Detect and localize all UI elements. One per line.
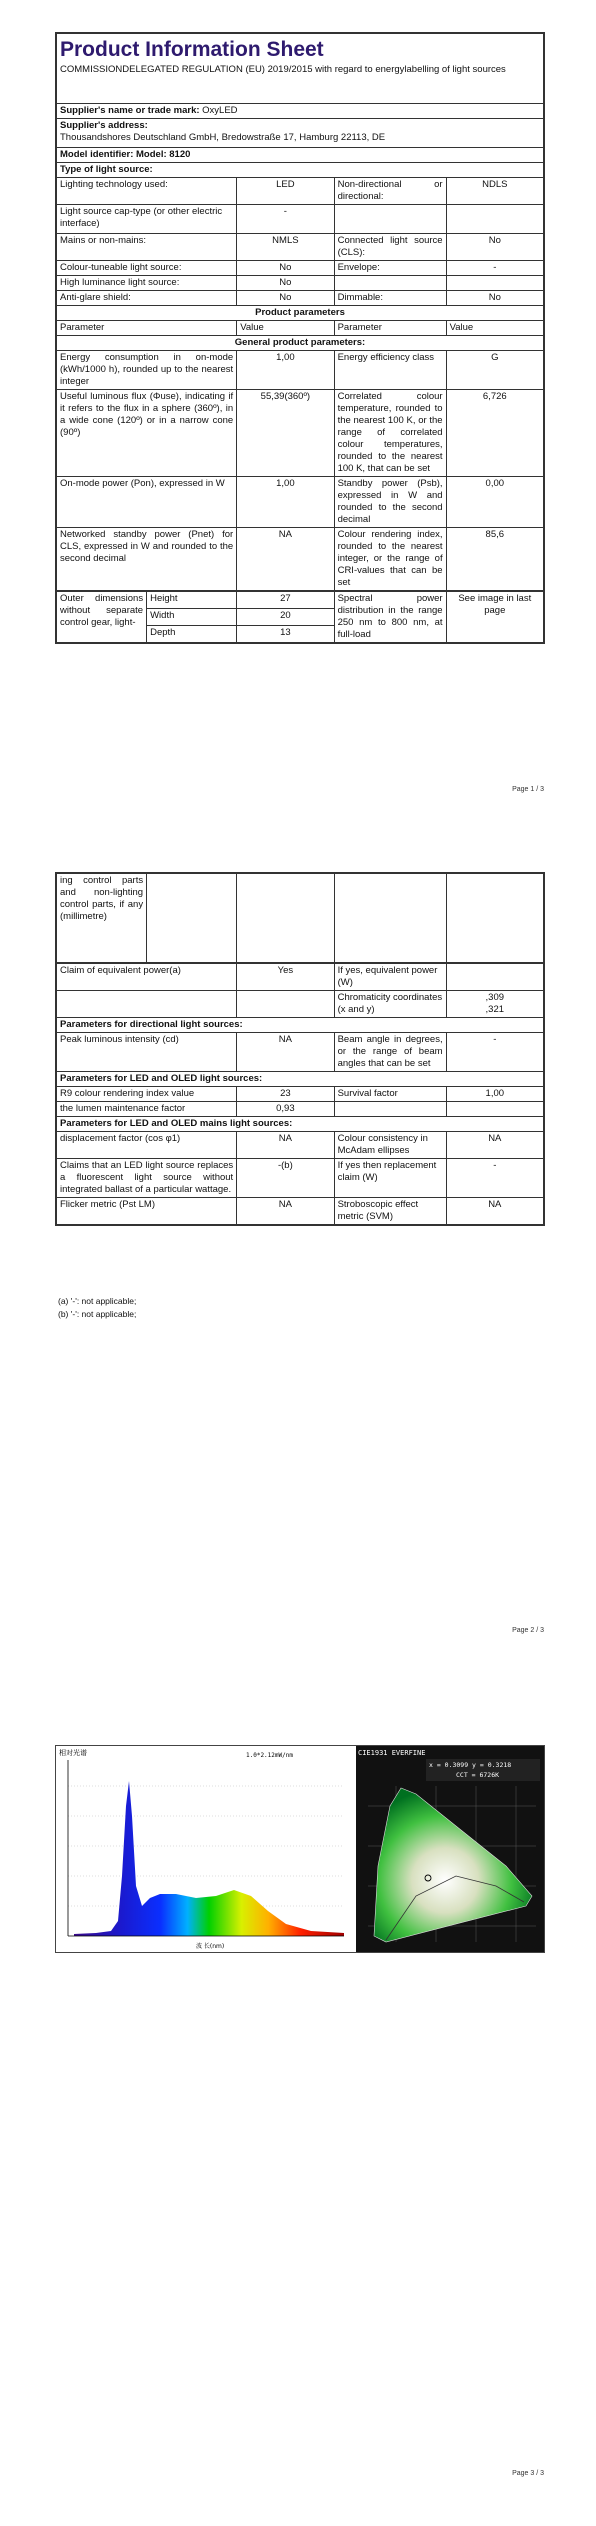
param-row: Useful luminous flux (Φuse), indicating if it refers to the flux in a sphere (360º), in a wide cone (120º) or in a narrow cone (90º) 55,39(360º) Correlated colour temperature, rounded to the nearest 100 K, or the range of correlated colour temperatures, rounded to the nearest 100 K, that can be set 6,726 [57, 390, 544, 477]
param-row: Flicker metric (Pst LM) NA Stroboscopic effect metric (SVM) NA [57, 1198, 544, 1225]
param-row: Chromaticity coordinates (x and y) ,309 ,321 [57, 991, 544, 1018]
param-row: Energy consumption in on-mode (kWh/1000 h), rounded up to the nearest integer 1,00 Energy efficiency class G [57, 351, 544, 390]
dims-continued-row [57, 874, 544, 963]
spectrum-left-note: 1.0*2.12mW/nm [246, 1752, 293, 1759]
model-value: Model: 8120 [136, 149, 191, 160]
footnote-a: (a) '-': not applicable; [58, 1296, 137, 1306]
page-title: Product Information Sheet [60, 38, 324, 61]
footnote-b: (b) '-': not applicable; [58, 1309, 137, 1319]
type-row: Mains or non-mains: NMLS Connected light source (CLS): No [57, 234, 544, 261]
regulation-text: COMMISSIONDELEGATED REGULATION (EU) 2019/2015 with regard to energylabelling of light sources [60, 64, 506, 75]
param-row: displacement factor (cos φ1) NA Colour consistency in McAdam ellipses NA [57, 1132, 544, 1159]
type-row: Lighting technology used: LED Non-directional or directional: NDLS [57, 178, 544, 205]
param-row: On-mode power (Pon), expressed in W 1,00 Standby power (Psb), expressed in W and rounded to the second decimal 0,00 [57, 477, 544, 528]
cie-title: CIE1931 EVERFINE [358, 1749, 426, 1757]
dims-label-p1: Outer dimensions without separate control gear, light- [57, 592, 147, 643]
spectrum-left-title: 相对光谱 [59, 1749, 87, 1757]
supplier-value: OxyLED [202, 105, 238, 116]
param-row: Peak luminous intensity (cd) NA Beam angle in degrees, or the range of beam angles that can be set - [57, 1033, 544, 1072]
param-row: R9 colour rendering index value 23 Survival factor 1,00 [57, 1087, 544, 1102]
mains-heading: Parameters for LED and OLED mains light sources: [57, 1117, 544, 1132]
supplier-label: Supplier's name or trade mark: [60, 105, 200, 116]
column-headers: Parameter Value Parameter Value [57, 321, 544, 336]
model-label: Model identifier: [60, 149, 134, 160]
product-parameters-heading: Product parameters [57, 306, 544, 321]
info-sheet-p1 [55, 32, 545, 644]
type-row: Light source cap-type (or other electric interface) - [57, 205, 544, 234]
dims-row: Depth 13 [57, 626, 544, 643]
type-row: Anti-glare shield: No Dimmable: No [57, 291, 544, 306]
cie-cct: CCT = 6726K [456, 1771, 500, 1779]
type-row: High luminance light source: No [57, 276, 544, 291]
page-number: Page 3 / 3 [512, 2470, 544, 2477]
param-row: Claim of equivalent power(a) Yes If yes, equivalent power (W) [57, 964, 544, 991]
dims-row: Width 20 [57, 609, 544, 626]
param-row: the lumen maintenance factor 0,93 [57, 1102, 544, 1117]
led-heading: Parameters for LED and OLED light sources: [57, 1072, 544, 1087]
spectrum-svg [56, 1746, 544, 1952]
equiv-power-claim: Claim of equivalent power(a) [57, 964, 237, 991]
dims-label-p2: ing control parts and non-lighting control parts, if any (millimetre) [57, 874, 147, 963]
type-row: Colour-tuneable light source: No Envelope: - [57, 261, 544, 276]
address-label: Supplier's address: [60, 120, 148, 131]
directional-heading: Parameters for directional light sources: [57, 1018, 544, 1033]
footnotes [58, 1295, 136, 1321]
page-number: Page 1 / 3 [512, 786, 544, 793]
general-params-heading: General product parameters: [57, 336, 544, 351]
spd-label: Spectral power distribution in the range 250 nm to 800 nm, at full-load [334, 592, 446, 643]
spectrum-figure [55, 1745, 545, 1953]
spectrum-x-label: 波 长(nm) [196, 1943, 225, 1950]
cie-xy-readout: x = 0.3099 y = 0.3218 [429, 1761, 512, 1769]
param-row: Networked standby power (Pnet) for CLS, expressed in W and rounded to the second decimal NA Colour rendering index, rounded to the nearest integer, or the range of CRI-values that can be set 85,6 [57, 528, 544, 591]
page-number: Page 2 / 3 [512, 1627, 544, 1634]
spd-value: See image in last page [446, 592, 543, 643]
param-row: Claims that an LED light source replaces a fluorescent light source without integrated ballast of a particular wattage. -(b) If yes then replacement claim (W) - [57, 1159, 544, 1198]
address-value: Thousandshores Deutschland GmbH, Bredowstraße 17, Hamburg 22113, DE [60, 132, 386, 143]
dims-row: Outer dimensions without separate control gear, light- Height 27 Spectral power distribution in the range 250 nm to 800 nm, at full-load See image in last page [57, 592, 544, 609]
type-heading: Type of light source: [57, 163, 544, 178]
info-sheet-p2 [55, 872, 545, 1226]
